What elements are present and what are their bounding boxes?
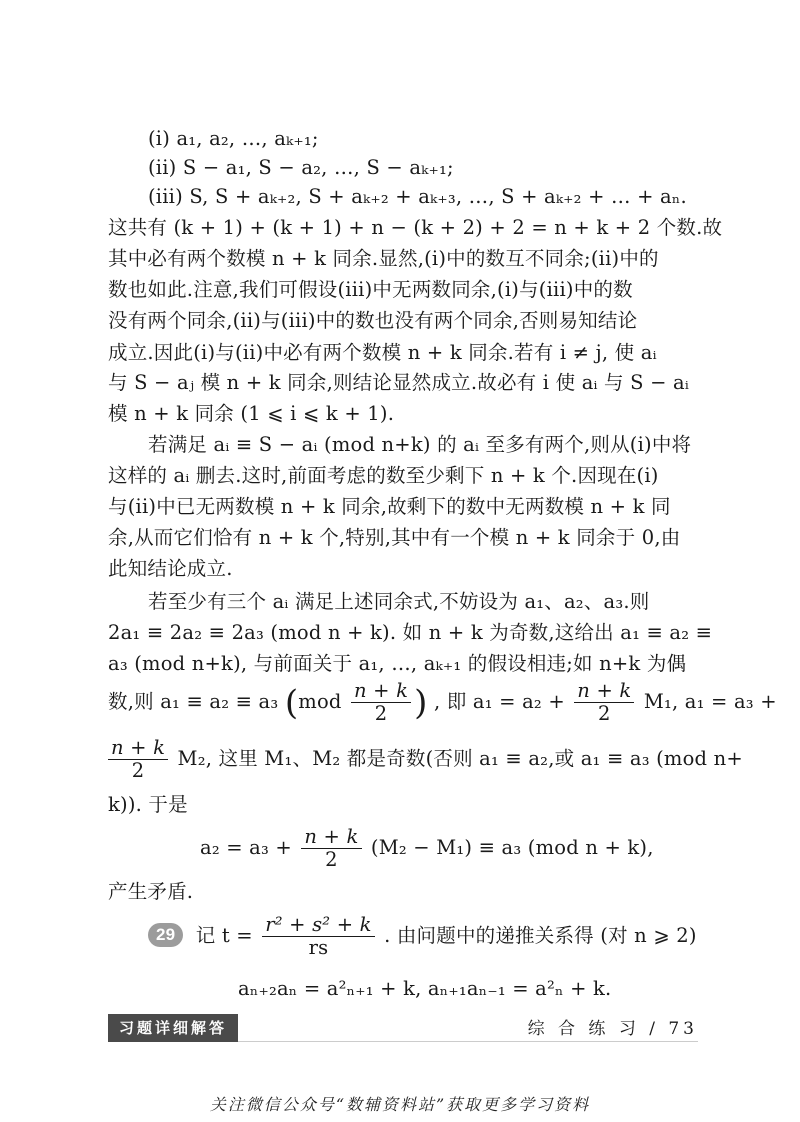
text-segment: a₂ = a₃ + xyxy=(200,836,292,859)
paragraph-line: 这样的 aᵢ 删去.这时,前面考虑的数至少剩下 n + k 个.因现在(i) xyxy=(108,464,659,487)
fraction-denominator: 2 xyxy=(131,759,145,782)
formula-line xyxy=(108,678,777,725)
case-iii-line: (iii) S, S + aₖ₊₂, S + aₖ₊₂ + aₖ₊₃, …, S + aₖ₊₂ + … + aₙ. xyxy=(148,185,687,208)
fraction-numerator: n + k xyxy=(108,738,168,760)
paragraph-line: 2a₁ ≡ 2a₂ ≡ 2a₃ (mod n + k). 如 n + k 为奇数,这给出 a₁ ≡ a₂ ≡ xyxy=(108,621,713,644)
fraction xyxy=(574,678,634,725)
fraction-denominator: 2 xyxy=(374,702,388,725)
display-equation: aₙ₊₂aₙ = a²ₙ₊₁ + k, aₙ₊₁aₙ₋₁ = a²ₙ + k. xyxy=(238,977,612,1000)
page-number: 综 合 练 习 / 73 xyxy=(527,1019,698,1039)
right-paren: ) xyxy=(414,683,428,723)
watermark-text: 关注微信公众号“数辅资料站”获取更多学习资料 xyxy=(209,1095,591,1114)
section-label: 习题详细解答 xyxy=(108,1014,238,1042)
text-segment: M₂, 这里 M₁、M₂ 都是奇数(否则 a₁ ≡ a₂,或 a₁ ≡ a₃ (mod n+ xyxy=(177,747,743,770)
paragraph-line: 没有两个同余,(ii)与(iii)中的数也没有两个同余,否则易知结论 xyxy=(108,309,638,332)
text-segment: 数,则 a₁ ≡ a₂ ≡ a₃ xyxy=(108,690,279,713)
paragraph-line: 其中必有两个数模 n + k 同余.显然,(i)中的数互不同余;(ii)中的 xyxy=(108,247,659,270)
fraction-numerator: n + k xyxy=(351,681,411,703)
text-segment: , 即 a₁ = a₂ + xyxy=(434,690,565,713)
paragraph-line: 模 n + k 同余 (1 ⩽ i ⩽ k + 1). xyxy=(108,402,395,425)
fraction-denominator: rs xyxy=(308,936,329,959)
paragraph-line: k)). 于是 xyxy=(108,793,188,816)
display-equation xyxy=(200,826,790,870)
formula-line xyxy=(108,735,743,782)
fraction xyxy=(351,678,411,725)
fraction xyxy=(301,824,361,871)
paragraph-line: 此知结论成立. xyxy=(108,557,233,580)
fraction-denominator: 2 xyxy=(598,702,611,725)
paragraph-line: 数也如此.注意,我们可假设(iii)中无两数同余,(i)与(iii)中的数 xyxy=(108,278,633,301)
fraction-denominator: 2 xyxy=(325,848,338,871)
paragraph-line: 若满足 aᵢ ≡ S − aᵢ (mod n+k) 的 aᵢ 至多有两个,则从(i)中将 xyxy=(148,433,692,456)
problem-29-line xyxy=(148,914,738,958)
left-paren: ( xyxy=(284,683,299,723)
paragraph-line: 与(ii)中已无两数模 n + k 同余,故剩下的数中无两数模 n + k 同 xyxy=(108,495,671,518)
paragraph-line: 这共有 (k + 1) + (k + 1) + n − (k + 2) + 2 = n + k + 2 个数.故 xyxy=(108,216,723,239)
paragraph-line: 产生矛盾. xyxy=(108,880,194,903)
paragraph-line: 余,从而它们恰有 n + k 个,特别,其中有一个模 n + k 同余于 0,由 xyxy=(108,526,681,549)
text-segment: 记 t = xyxy=(195,924,253,947)
paragraph-line: a₃ (mod n+k), 与前面关于 a₁, …, aₖ₊₁ 的假设相违;如 n+k 为偶 xyxy=(108,652,687,675)
case-ii-line: (ii) S − a₁, S − a₂, …, S − aₖ₊₁; xyxy=(148,156,454,179)
fraction-numerator: n + k xyxy=(301,827,361,849)
text-segment: M₁, a₁ = a₃ + xyxy=(643,690,777,713)
fraction-numerator: r² + s² + k xyxy=(262,915,374,937)
text-segment: (M₂ − M₁) ≡ a₃ (mod n + k), xyxy=(370,836,654,859)
fraction xyxy=(262,912,374,959)
problem-number-badge: 29 xyxy=(148,923,183,947)
fraction-numerator: n + k xyxy=(574,681,634,703)
fraction xyxy=(108,735,168,782)
case-i-line: (i) a₁, a₂, …, aₖ₊₁; xyxy=(148,127,319,150)
paragraph-line: 与 S − aⱼ 模 n + k 同余,则结论显然成立.故必有 i 使 aᵢ 与 S − aᵢ xyxy=(108,371,689,394)
paragraph-line: 若至少有三个 aᵢ 满足上述同余式,不妨设为 a₁、a₂、a₃.则 xyxy=(148,590,650,613)
paragraph-line: 成立.因此(i)与(ii)中必有两个数模 n + k 同余.若有 i ≠ j, 使 aᵢ xyxy=(108,341,657,364)
mod-label: mod xyxy=(298,690,342,713)
text-segment: . 由问题中的递推关系得 (对 n ⩾ 2) xyxy=(384,924,697,947)
